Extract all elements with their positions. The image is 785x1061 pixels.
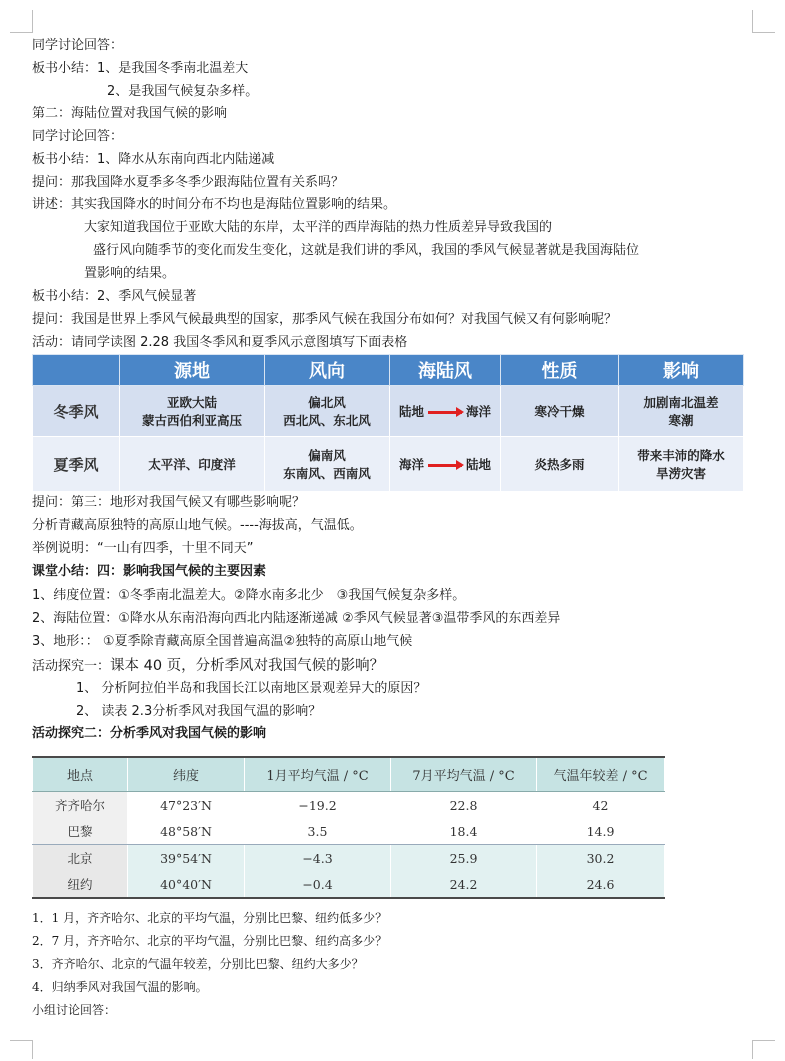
cell-nature: 寒冷干燥 xyxy=(501,386,619,437)
text-line: 2、是我国气候复杂多样。 xyxy=(107,84,259,99)
monsoon-header-blank xyxy=(33,355,120,386)
table-row xyxy=(33,437,744,492)
crop-mark-top-right xyxy=(752,10,775,33)
text-line: 1、纬度位置：①冬季南北温差大。②降水南多北少 ③我国气候复杂多样。 xyxy=(32,588,466,603)
cell-sea-land xyxy=(390,437,501,492)
crop-mark-top-left xyxy=(10,10,33,33)
monsoon-header-sea-land: 海陆风 xyxy=(390,355,501,386)
monsoon-header-effect: 影响 xyxy=(619,355,744,386)
cell-text: 亚欧大陆 xyxy=(166,395,217,410)
cell-jan: −4.3 xyxy=(245,845,391,872)
text-line: 提问：那我国降水夏季多冬季少跟海陆位置有关系吗？ xyxy=(32,175,345,190)
temp-header-jul: 7月平均气温 / °C xyxy=(391,757,537,792)
text-line: 2、海陆位置：①降水从东南沿海向西北内陆逐渐递减 ②季风气候显著③温带季风的东西差异 xyxy=(32,611,561,626)
text-line: 1、 分析阿拉伯半岛和我国长江以南地区景观差异大的原因？ xyxy=(76,681,427,696)
cell-text: 偏南风 xyxy=(308,448,346,463)
section-heading: 课堂小结：四：影响我国气候的主要因素 xyxy=(32,564,267,579)
text-line: 活动：请同学读图 2.28 我国冬季风和夏季风示意图填写下面表格 xyxy=(32,335,408,350)
text-line: 3、地形：： ①夏季除青藏高原全国普遍高温②独特的高原山地气候 xyxy=(32,634,413,649)
cell-direction xyxy=(265,437,390,492)
cell-text: 海洋 xyxy=(466,404,492,419)
cell-text: 加剧南北温差 xyxy=(643,395,719,410)
right-arrow-icon xyxy=(428,464,462,467)
cell-text: 寒潮 xyxy=(668,413,694,428)
cell-text: 带来丰沛的降水 xyxy=(637,448,725,463)
cell-latitude: 48°58′N xyxy=(128,818,245,845)
cell-effect xyxy=(619,437,744,492)
cell-nature: 炎热多雨 xyxy=(501,437,619,492)
temp-header-latitude: 纬度 xyxy=(128,757,245,792)
cell-latitude: 40°40′N xyxy=(128,871,245,898)
cell-source xyxy=(120,386,265,437)
cell-text: 东南风、西南风 xyxy=(283,466,371,481)
cell-text: 陆地 xyxy=(398,404,424,419)
temperature-table xyxy=(32,756,665,899)
cell-range: 42 xyxy=(537,792,665,819)
text-line: 板书小结：1、是我国冬季南北温差大 xyxy=(32,61,249,76)
cell-latitude: 47°23′N xyxy=(128,792,245,819)
text-line: 大家知道我国位于亚欧大陆的东岸，太平洋的西岸海陆的热力性质差异导致我国的 xyxy=(84,220,553,235)
question-line: 1．1 月，齐齐哈尔、北京的平均气温，分别比巴黎、纽约低多少？ xyxy=(32,911,388,925)
cell-range: 24.6 xyxy=(537,871,665,898)
cell-jul: 22.8 xyxy=(391,792,537,819)
text-line: 2、 读表 2.3分析季风对我国气温的影响？ xyxy=(76,704,322,719)
text-line: 举例说明：“一山有四季，十里不同天” xyxy=(32,541,254,556)
text-line: 置影响的结果。 xyxy=(84,266,176,281)
row-label-winter: 冬季风 xyxy=(33,386,120,437)
cell-jan: 3.5 xyxy=(245,818,391,845)
cell-text: 偏北风 xyxy=(308,395,346,410)
cell-jul: 25.9 xyxy=(391,845,537,872)
question-line: 2．7 月，齐齐哈尔、北京的平均气温，分别比巴黎、纽约高多少？ xyxy=(32,934,388,948)
table-row xyxy=(33,871,665,898)
text-line: 提问：第三：地形对我国气候又有哪些影响呢？ xyxy=(32,495,306,510)
text-line: 提问：我国是世界上季风气候最典型的国家，那季风气候在我国分布如何？对我国气候又有何影响呢？ xyxy=(32,312,618,327)
cell-place: 巴黎 xyxy=(33,818,128,845)
cell-jul: 24.2 xyxy=(391,871,537,898)
monsoon-header-source: 源地 xyxy=(120,355,265,386)
table-row xyxy=(33,792,665,819)
question-line: 4．归纳季风对我国气温的影响。 xyxy=(32,980,208,994)
cell-place: 北京 xyxy=(33,845,128,872)
text-line: 分析青藏高原独特的高原山地气候。----海拔高，气温低。 xyxy=(32,518,363,533)
cell-source: 太平洋、印度洋 xyxy=(120,437,265,492)
activity-heading xyxy=(32,658,384,675)
monsoon-header-nature: 性质 xyxy=(501,355,619,386)
crop-mark-bottom-left xyxy=(10,1040,33,1059)
temp-header-place: 地点 xyxy=(33,757,128,792)
text-line: 讲述：其实我国降水的时间分布不均也是海陆位置影响的结果。 xyxy=(32,197,397,212)
temp-header-range: 气温年较差 / °C xyxy=(537,757,665,792)
row-label-summer: 夏季风 xyxy=(33,437,120,492)
cell-text: 陆地 xyxy=(466,457,492,472)
section-heading: 第二：海陆位置对我国气候的影响 xyxy=(32,106,228,121)
question-line: 小组讨论回答： xyxy=(32,1003,117,1017)
table-row xyxy=(33,845,665,872)
monsoon-table xyxy=(32,354,744,492)
cell-jan: −19.2 xyxy=(245,792,391,819)
question-line: 3．齐齐哈尔、北京的气温年较差，分别比巴黎、纽约大多少？ xyxy=(32,957,364,971)
cell-effect xyxy=(619,386,744,437)
monsoon-header-direction: 风向 xyxy=(265,355,390,386)
cell-text: 旱涝灾害 xyxy=(655,466,706,481)
activity-title: 课本 40 页，分析季风对我国气候的影响？ xyxy=(110,658,385,674)
cell-range: 30.2 xyxy=(537,845,665,872)
table-row xyxy=(33,818,665,845)
cell-place: 齐齐哈尔 xyxy=(33,792,128,819)
cell-sea-land xyxy=(390,386,501,437)
cell-text: 蒙古西伯利亚高压 xyxy=(141,413,242,428)
text-line: 同学讨论回答： xyxy=(32,129,124,144)
section-heading: 活动探究二：分析季风对我国气候的影响 xyxy=(32,726,267,741)
activity-label: 活动探究一： xyxy=(32,659,111,674)
cell-text: 海洋 xyxy=(398,457,424,472)
cell-jul: 18.4 xyxy=(391,818,537,845)
cell-range: 14.9 xyxy=(537,818,665,845)
cell-text: 西北风、东北风 xyxy=(283,413,371,428)
text-line: 板书小结：1、降水从东南向西北内陆递减 xyxy=(32,152,275,167)
temp-header-jan: 1月平均气温 / °C xyxy=(245,757,391,792)
text-line: 板书小结：2、季风气候显著 xyxy=(32,289,197,304)
text-line: 同学讨论回答： xyxy=(32,38,124,53)
crop-mark-bottom-right xyxy=(752,1040,775,1059)
cell-jan: −0.4 xyxy=(245,871,391,898)
right-arrow-icon xyxy=(428,411,462,414)
table-row xyxy=(33,386,744,437)
cell-place: 纽约 xyxy=(33,871,128,898)
cell-latitude: 39°54′N xyxy=(128,845,245,872)
cell-direction xyxy=(265,386,390,437)
text-line: 盛行风向随季节的变化而发生变化，这就是我们讲的季风，我国的季风气候显著就是我国海陆位 xyxy=(93,243,640,258)
